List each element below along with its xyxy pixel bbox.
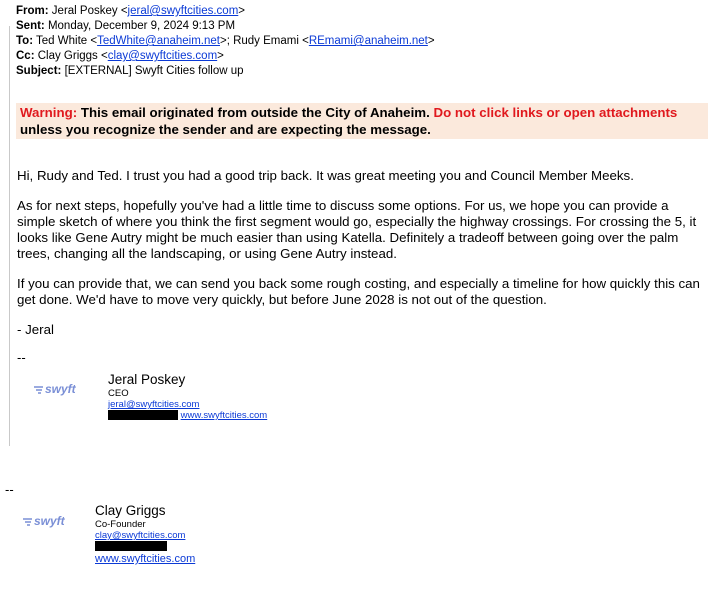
sig1-website-link[interactable]: www.swyftcities.com <box>180 410 268 421</box>
logo-text: swyft <box>34 514 65 528</box>
from-label: From: <box>16 5 49 17</box>
cc-row <box>16 49 435 64</box>
sig1-email-link[interactable]: jeral@swyftcities.com <box>108 399 200 410</box>
to-close: > <box>427 35 435 47</box>
sig2-dash: -- <box>5 482 14 497</box>
body-paragraph-2: As for next steps, hopefully you've had a little time to discuss some options. For us, we hope you can provide a simple sketch of where you think the first segment would go, especially the highway crossings. For crossing the 5, it looks like Gene Autry might be much easier than using Katella. Definitely a tradeoff between going over the palm trees, changing all the landscaping, or using Gene Autry instead. <box>17 198 697 261</box>
body-signoff: - Jeral <box>17 322 54 337</box>
sent-label: Sent: <box>16 20 45 32</box>
to-email-link-1[interactable]: TedWhite@anaheim.net <box>97 35 220 47</box>
swyft-logo-icon <box>33 381 85 397</box>
to-row <box>16 34 435 49</box>
sig1-title: CEO <box>108 388 129 399</box>
body-paragraph-1: Hi, Rudy and Ted. I trust you had a good trip back. It was great meeting you and Council Member Meeks. <box>17 168 634 183</box>
subject-label: Subject: <box>16 65 62 77</box>
redaction-bar-2 <box>95 541 167 551</box>
from-close: > <box>238 5 245 17</box>
swyft-logo-2 <box>22 513 74 534</box>
swyft-logo-icon <box>22 513 74 529</box>
signature-block-1 <box>108 372 267 421</box>
from-name: Jeral Poskey < <box>51 5 128 17</box>
to-label: To: <box>16 35 34 47</box>
sent-row <box>16 19 435 34</box>
sig2-title: Co-Founder <box>95 519 146 530</box>
sig1-name: Jeral Poskey <box>108 372 186 387</box>
email-body <box>17 168 709 352</box>
sig2-name: Clay Griggs <box>95 503 166 518</box>
subject-value: [EXTERNAL] Swyft Cities follow up <box>64 65 244 77</box>
warning-text-3: unless you recognize the sender and are expecting the message. <box>20 122 431 137</box>
warning-label: Warning: <box>20 105 78 120</box>
to-name-1: Ted White < <box>36 35 98 47</box>
sig2-website-link[interactable]: www.swyftcities.com <box>95 553 196 565</box>
cc-email-link[interactable]: clay@swyftcities.com <box>107 50 218 62</box>
quote-bar <box>9 26 10 446</box>
cc-label: Cc: <box>16 50 35 62</box>
subject-row <box>16 64 435 79</box>
body-paragraph-3: If you can provide that, we can send you back some rough costing, and especially a timeline for how quickly this can get done. We'd have to move very quickly, but before June 2028 is not out of the question. <box>17 276 700 307</box>
warning-text-2: Do not click links or open attachments <box>433 105 678 120</box>
external-warning-banner <box>16 103 708 139</box>
sent-value: Monday, December 9, 2024 9:13 PM <box>47 20 236 32</box>
to-email-link-2[interactable]: REmami@anaheim.net <box>308 35 428 47</box>
sig1-dash: -- <box>17 350 26 365</box>
redaction-bar-1 <box>108 410 178 420</box>
from-email-link[interactable]: jeral@swyftcities.com <box>127 5 239 17</box>
to-mid: >; Rudy Emami < <box>219 35 309 47</box>
sig2-email-link[interactable]: clay@swyftcities.com <box>95 530 186 541</box>
logo-text: swyft <box>45 382 76 396</box>
email-header <box>16 4 435 79</box>
swyft-logo-1 <box>33 381 85 402</box>
warning-text-1: This email originated from outside the City of Anaheim. <box>80 105 430 120</box>
from-row <box>16 4 435 19</box>
cc-name: Clay Griggs < <box>37 50 108 62</box>
cc-close: > <box>217 50 224 62</box>
signature-block-2 <box>95 503 195 566</box>
